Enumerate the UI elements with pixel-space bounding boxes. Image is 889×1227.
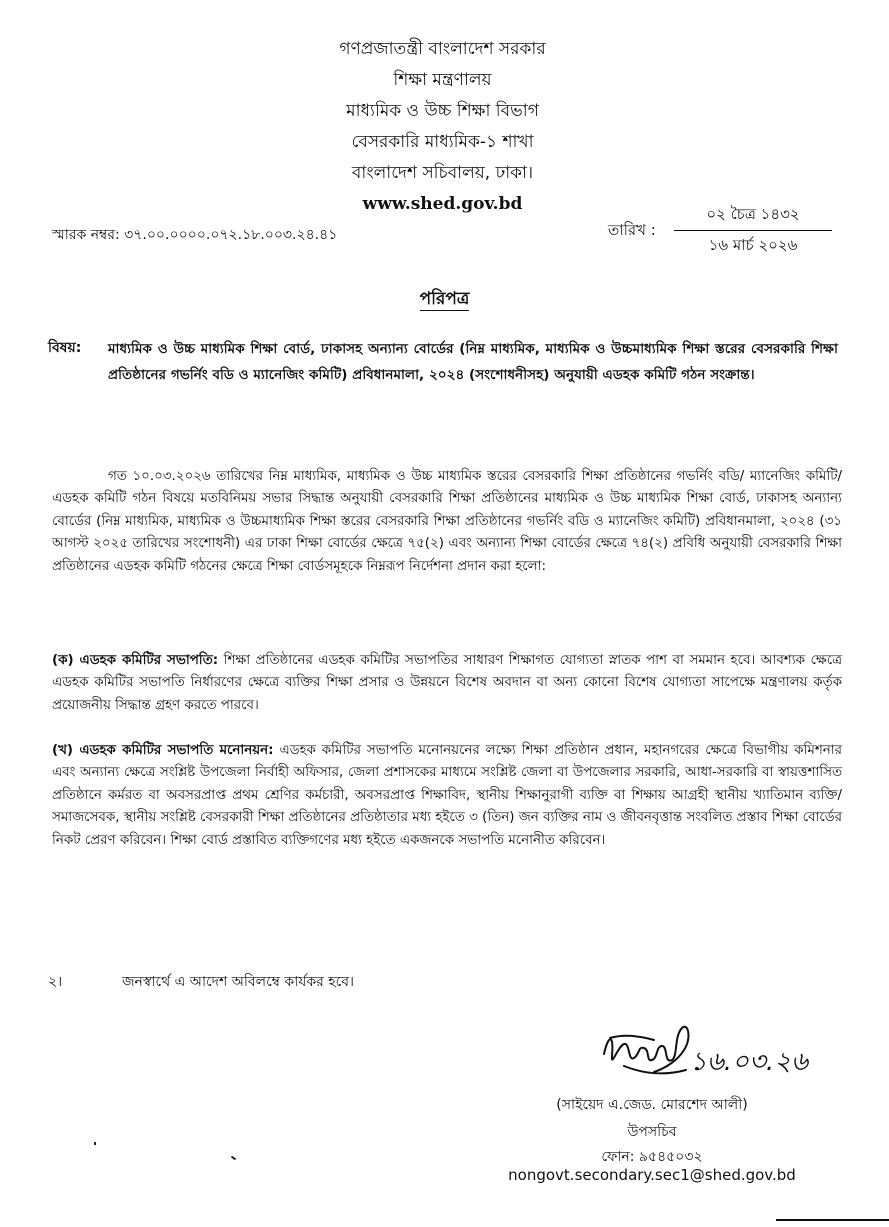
paragraph-kha-heading: (খ) এডহক কমিটির সভাপতি মনোনয়ন: [52, 743, 274, 758]
signatory-phone: ফোন: ৯৫৪৫০৩২ [601, 1149, 703, 1165]
date-bangla-calendar: ০২ চৈত্র ১৪৩২ [674, 203, 832, 231]
paragraph-kha [52, 740, 842, 852]
paragraph-ka-heading: (ক) এডহক কমিটির সভাপতি: [52, 653, 219, 668]
paragraph-kha-text: এডহক কমিটির সভাপতি মনোনয়নের লক্ষ্যে শিক্ষা প্রতিষ্ঠান প্রধান, মহানগরের ক্ষেত্রে বিভাগীয় কমিশনার এবং অন্যান্য ক্ষেত্রে সংশ্লিষ্ট উপজেলা নির্বাহী অফিসার, জেলা প্রশাসকের মাধ্যমে সংশ্লিষ্ট জেলা বা উপজেলার সরকারি, আধা-সরকারি বা স্বায়ত্তশাসিত প্রতিষ্ঠানে কর্মরত বা অবসরপ্রাপ্ত প্রথম শ্রেণির কর্মচারী, অবসরপ্রাপ্ত শিক্ষাবিদ, স্থানীয় শিক্ষানুরাগী ব্যক্তি বা শিক্ষায় আগ্রহী স্থানীয় খ্যাতিমান ব্যক্তি/ সমাজসেবক, স্থানীয় সংশ্লিষ্ট বেসরকারী শিক্ষা প্রতিষ্ঠানের প্রতিষ্ঠাতার মধ্য হইতে ৩ (তিন) জন ব্যক্তির নাম ও জীবনবৃত্তান্ত সংবলিত প্রস্তাব শিক্ষা বোর্ডের নিকট প্রেরণ করিবেন। শিক্ষা বোর্ড প্রস্তাবিত ব্যক্তিগণের মধ্য হইতে একজনকে সভাপতি মনোনীত করিবেন। [52, 743, 842, 848]
subject-label: বিষয়: [48, 340, 82, 356]
paragraph-intro: গত ১০.০৩.২০২৬ তারিখের নিম্ন মাধ্যমিক, মাধ্যমিক ও উচ্চ মাধ্যমিক স্তরের বেসরকারি শিক্ষা প্রতিষ্ঠানের গভর্নিং বডি/ ম্যানেজিং কমিটি/এডহক কমিটি গঠন বিষয়ে মতবিনিময় সভার সিদ্ধান্ত অনুযায়ী বেসরকারি শিক্ষা প্রতিষ্ঠানের মাধ্যমিক ও উচ্চ মাধ্যমিক শিক্ষা বোর্ড, ঢাকাসহ অন্যান্য বোর্ডের (নিম্ন মাধ্যমিক, মাধ্যমিক ও উচ্চমাধ্যমিক শিক্ষা স্তরের বেসরকারি শিক্ষা প্রতিষ্ঠানের গভর্নিং বডি ও ম্যানেজিং কমিটি) প্রবিধানমালা, ২০২৪ (৩১ আগস্ট ২০২৫ তারিখের সংশোধনী) এর ঢাকা শিক্ষা বোর্ডের ক্ষেত্রে ৭৫(২) এবং অন্যান্য শিক্ষা বোর্ডের ক্ষেত্রে ৭৪(২) প্রবিধি অনুযায়ী বেসরকারি শিক্ষা প্রতিষ্ঠানের এডহক কমিটি গঠনের ক্ষেত্রে শিক্ষা বোর্ডসমূহকে নিম্নরূপ নির্দেশনা প্রদান করা হলো: [52, 469, 842, 574]
date-gregorian: ১৬ মার্চ ২০২৬ [708, 236, 798, 254]
paragraph-ka [52, 650, 842, 717]
division-name: মাধ্যমিক ও উচ্চ শিক্ষা বিভাগ [346, 101, 539, 121]
scan-speck [231, 1156, 236, 1161]
ministry-name: শিক্ষা মন্ত্রণালয় [393, 70, 492, 90]
website-link[interactable]: www.shed.gov.bd [362, 194, 523, 214]
signature-date: ১৬.০৩.২৬ [690, 1047, 808, 1077]
point-two-text: জনস্বার্থে এ আদেশ অবিলম্বে কার্যকর হবে। [122, 974, 355, 990]
government-name: গণপ্রজাতন্ত্রী বাংলাদেশ সরকার [339, 39, 546, 59]
signatory-designation: উপসচিব [627, 1124, 677, 1140]
signatory-email[interactable]: nongovt.secondary.sec1@shed.gov.bd [508, 1166, 796, 1184]
scan-edge-line [776, 1219, 889, 1221]
branch-name: বেসরকারি মাধ্যমিক-১ শাখা [351, 132, 534, 152]
handwritten-signature [594, 1016, 834, 1088]
memo-number: স্মারক নম্বর: ৩৭.০০.০০০০.০৭২.১৮.০০৩.২৪.৪১ [52, 227, 338, 243]
signatory-name: (সাইয়েদ এ.জেড. মোরশেদ আলী) [556, 1097, 748, 1113]
document-title-wrap [0, 286, 889, 314]
office-address: বাংলাদেশ সচিবালয়, ঢাকা। [351, 163, 534, 183]
letterhead [250, 34, 635, 220]
scan-speck [94, 1142, 96, 1145]
signature-scribble [604, 1027, 688, 1074]
document-title: পরিপত্র [419, 289, 470, 309]
point-two-number: ২। [48, 974, 63, 990]
date-label: তারিখ : [608, 221, 656, 239]
subject-text: মাধ্যমিক ও উচ্চ মাধ্যমিক শিক্ষা বোর্ড, ঢাকাসহ অন্যান্য বোর্ডের (নিম্ন মাধ্যমিক, মাধ্যমিক ও উচ্চমাধ্যমিক শিক্ষা স্তরের বেসরকারি শিক্ষা প্রতিষ্ঠানের গভর্নিং বডি ও ম্যানেজিং কমিটি) প্রবিধানমালা, ২০২৪ (সংশোধনীসহ) অনুযায়ী এডহক কমিটি গঠন সংক্রান্ত। [108, 341, 838, 383]
paragraph-ka-text: শিক্ষা প্রতিষ্ঠানের এডহক কমিটির সভাপতির সাধারণ শিক্ষাগত যোগ্যতা স্নাতক পাশ বা সমমান হবে। আবশ্যক ক্ষেত্রে এডহক কমিটির সভাপতি নির্ধারণের ক্ষেত্রে ব্যক্তির শিক্ষা প্রসার ও উন্নয়নে বিশেষ অবদান বা অন্য কোনো বিশেষ যোগ্যতা সাপেক্ষে মন্ত্রণালয় কর্তৃক প্রয়োজনীয় সিদ্ধান্ত গ্রহণ করতে পারবে। [52, 653, 842, 713]
